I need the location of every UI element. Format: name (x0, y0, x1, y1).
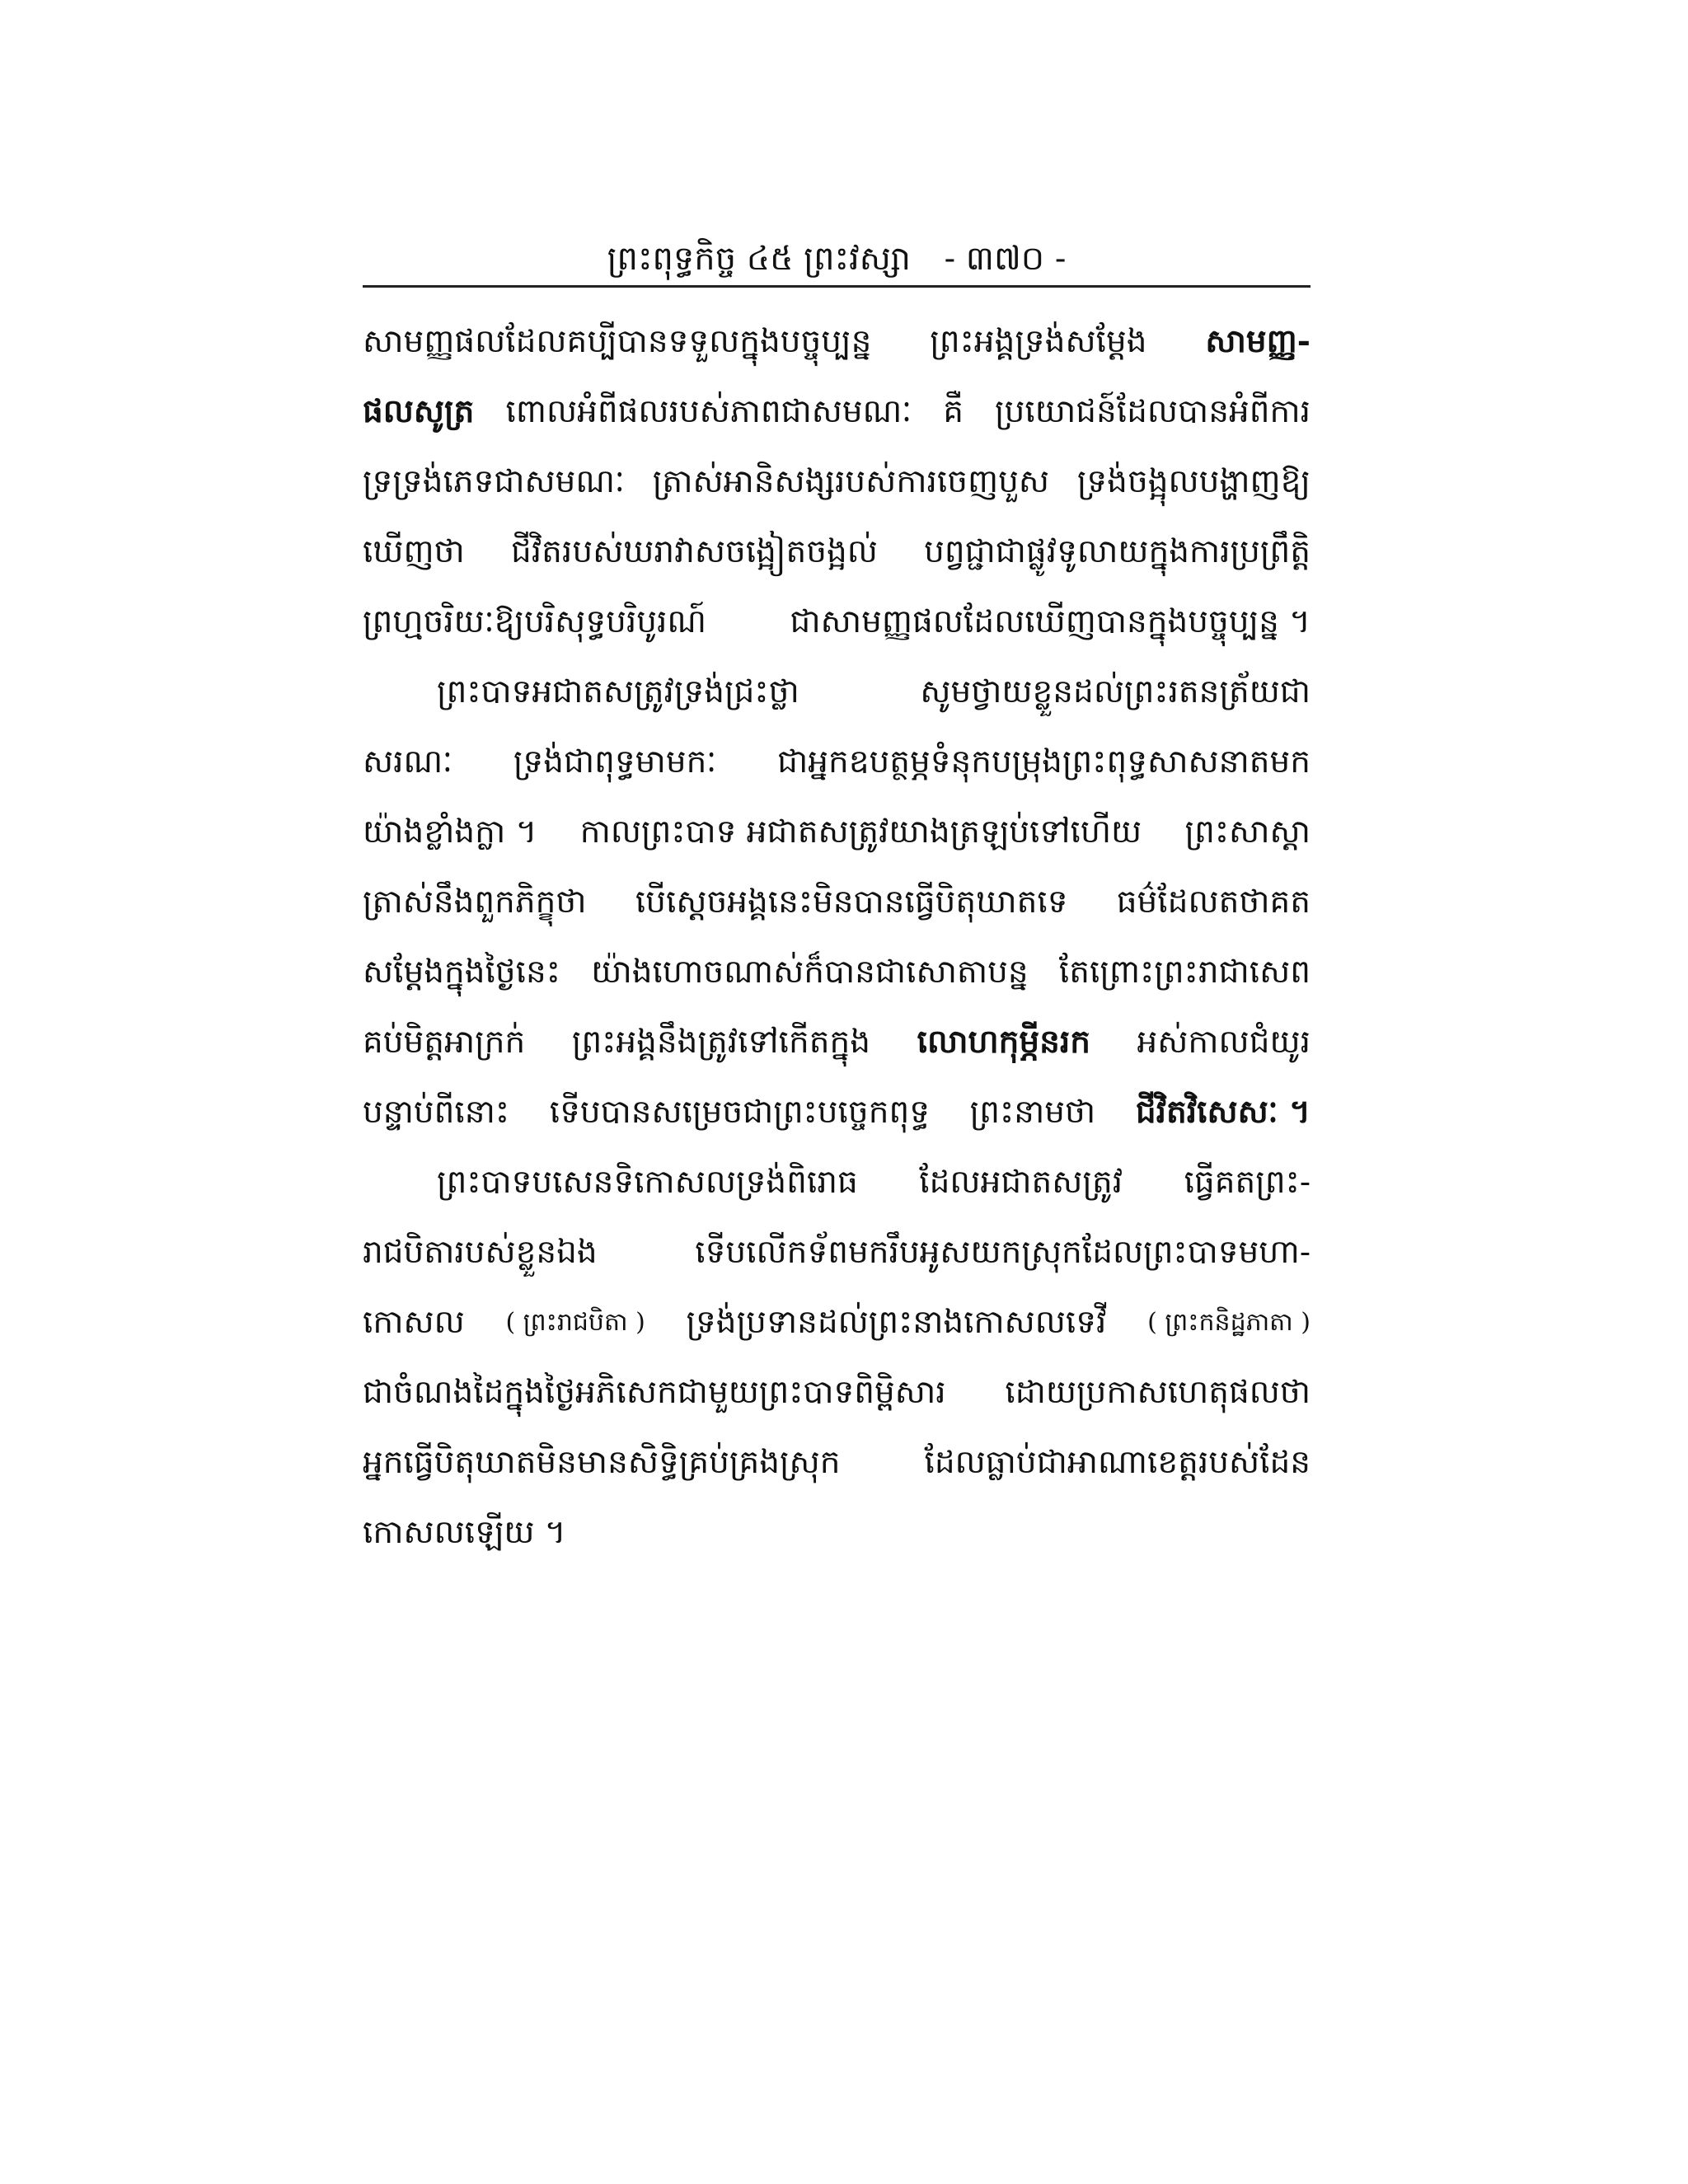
text-segment: ដែលអជាតសត្រូវ (919, 1164, 1123, 1201)
text-segment: អស់កាលជំយូរ (1137, 1024, 1311, 1061)
text-line (363, 447, 1311, 517)
text-line (363, 1427, 1311, 1497)
text-segment: ធម៌ដែលតថាគត (1116, 883, 1311, 921)
text-line (363, 1077, 1311, 1147)
text-segment: ទ្រង់ចង្អុលបង្ហាញឱ្យ (1076, 463, 1311, 500)
text-segment: ទើបលើកទ័ពមករឹបអូសយកស្រុកដែលព្រះបាទមហា- (695, 1234, 1311, 1271)
text-segment: ដែលធ្លាប់ជាអាណាខេត្តរបស់ដែន (924, 1444, 1311, 1481)
text-segment: បព្វជ្ជាជាផ្លូវទូលាយក្នុងការប្រព្រឹត្តិ (924, 533, 1311, 570)
text-segment: ជាអ្នកឧបត្ថម្ភទំនុកបម្រុងព្រះពុទ្ធសាសនាតមក (777, 743, 1311, 780)
text-segment: ជាសាមញ្ញផលដែលឃើញបានក្នុងបច្ចុប្បន្ន ។ (790, 603, 1311, 640)
text-segment: ទ្រទ្រង់ភេទជាសមណៈ (363, 463, 625, 500)
text-segment: ជីវិតរបស់ឃរាវាសចង្អៀតចង្អល់ (511, 533, 878, 570)
text-segment: បន្ទាប់ពីនោះ (363, 1094, 510, 1131)
text-segment: ព្រហ្មចរិយៈឱ្យបរិសុទ្ធបរិបូរណ៍ (363, 603, 706, 640)
text-segment: ព្រះបាទអជាតសត្រូវទ្រង់ជ្រះថ្លា (437, 673, 799, 710)
text-line (363, 587, 1311, 657)
text-segment: កោសល (363, 1304, 465, 1341)
text-line (363, 307, 1311, 377)
bold-term: លោហកុម្ភីនរក (917, 1023, 1090, 1061)
text-segment: ប្រយោជន៍ដែលបានអំពីការ (995, 393, 1311, 430)
text-line (363, 727, 1311, 797)
text-segment: ទ្រង់ជាពុទ្ធមាមកៈ (513, 743, 717, 780)
text-segment: អ្នកធ្វើបិតុឃាតមិនមានសិទ្ធិគ្រប់គ្រងស្រុក (363, 1444, 841, 1481)
text-segment: ពោលអំពីផលរបស់ភាពជាសមណៈ (505, 393, 912, 430)
text-line (363, 1497, 1311, 1568)
text-line (363, 1147, 1311, 1217)
text-segment: ត្រាស់អានិសង្សរបស់ការចេញបួស (652, 463, 1049, 500)
text-segment: ព្រះបាទបសេនទិកោសលទ្រង់ពិរោធ (437, 1164, 858, 1201)
body-text (363, 307, 1311, 1568)
text-line (363, 377, 1311, 447)
text-segment: ទ្រង់ប្រទានដល់ព្រះនាងកោសលទេវី (686, 1304, 1107, 1341)
text-segment: ( ព្រះរាជបិតា ) (505, 1308, 645, 1337)
bold-term: សាមញ្ញ- (1205, 322, 1311, 360)
book-title: ព្រះពុទ្ធកិច្ច ៤៥ ព្រះវស្សា (607, 240, 911, 278)
text-line (363, 797, 1311, 867)
text-segment: កោសលឡើយ ។ (363, 1514, 566, 1551)
text-segment: ធ្វើគតព្រះ- (1184, 1164, 1311, 1201)
text-segment: សូមថ្វាយខ្លួនដល់ព្រះរតនត្រ័យជា (920, 673, 1311, 710)
text-line (363, 867, 1311, 937)
text-segment: ត្រាស់នឹងពួកភិក្ខុថា (363, 883, 587, 921)
text-segment: ឃើញថា (363, 533, 465, 570)
text-segment: សរណៈ (363, 743, 453, 780)
text-line (363, 1007, 1311, 1077)
bold-term: ផលសូត្រ (363, 392, 475, 430)
text-segment: បើស្ដេចអង្គនេះមិនបានធ្វើបិតុឃាតទេ (635, 883, 1068, 921)
text-segment: កាលព្រះបាទ អជាតសត្រូវយាងត្រឡប់ទៅហើយ (579, 813, 1142, 851)
text-segment: គប់មិត្តអាក្រក់ (363, 1024, 526, 1061)
text-segment: ព្រះសាស្ដា (1184, 813, 1311, 851)
text-line (363, 1287, 1311, 1357)
text-segment: យ៉ាងខ្លាំងក្លា ។ (363, 813, 537, 851)
text-segment: តែព្រោះព្រះរាជាសេព (1058, 954, 1311, 991)
text-line (363, 937, 1311, 1007)
text-segment: ( ព្រះកនិដ្ឋភាតា ) (1147, 1308, 1311, 1337)
page-header (363, 232, 1311, 285)
text-segment: ជាចំណងដៃក្នុងថ្ងៃអភិសេកជាមួយព្រះបាទពិម្ពិសារ (363, 1374, 946, 1411)
text-line (363, 1217, 1311, 1287)
text-segment: រាជបិតារបស់ខ្លួនឯង (363, 1234, 598, 1271)
text-segment: យ៉ាងហោចណាស់ក៏បានជាសោតាបន្ន (591, 954, 1029, 991)
bold-term: ជីវិតវិសេសៈ ។ (1135, 1093, 1311, 1131)
text-segment: ព្រះអង្គនឹងត្រូវទៅកើតក្នុង (571, 1024, 871, 1061)
text-line (363, 657, 1311, 727)
text-segment: ទើបបានសម្រេចជាព្រះបច្ចេកពុទ្ធ (549, 1094, 930, 1131)
text-segment: សម្ដែងក្នុងថ្ងៃនេះ (363, 954, 560, 991)
header-divider (363, 285, 1311, 288)
text-segment: ដោយប្រកាសហេតុផលថា (1005, 1374, 1311, 1411)
text-segment: ព្រះអង្គទ្រង់សម្ដែង (930, 323, 1147, 360)
page-number: - ៣៧០ - (944, 240, 1067, 278)
text-segment: ព្រះនាមថា (969, 1094, 1096, 1131)
text-line (363, 517, 1311, 587)
text-line (363, 1357, 1311, 1427)
text-segment: សាមញ្ញផលដែលគប្បីបានទទួលក្នុងបច្ចុប្បន្ន (363, 323, 872, 360)
text-segment: គឺ (943, 393, 964, 430)
